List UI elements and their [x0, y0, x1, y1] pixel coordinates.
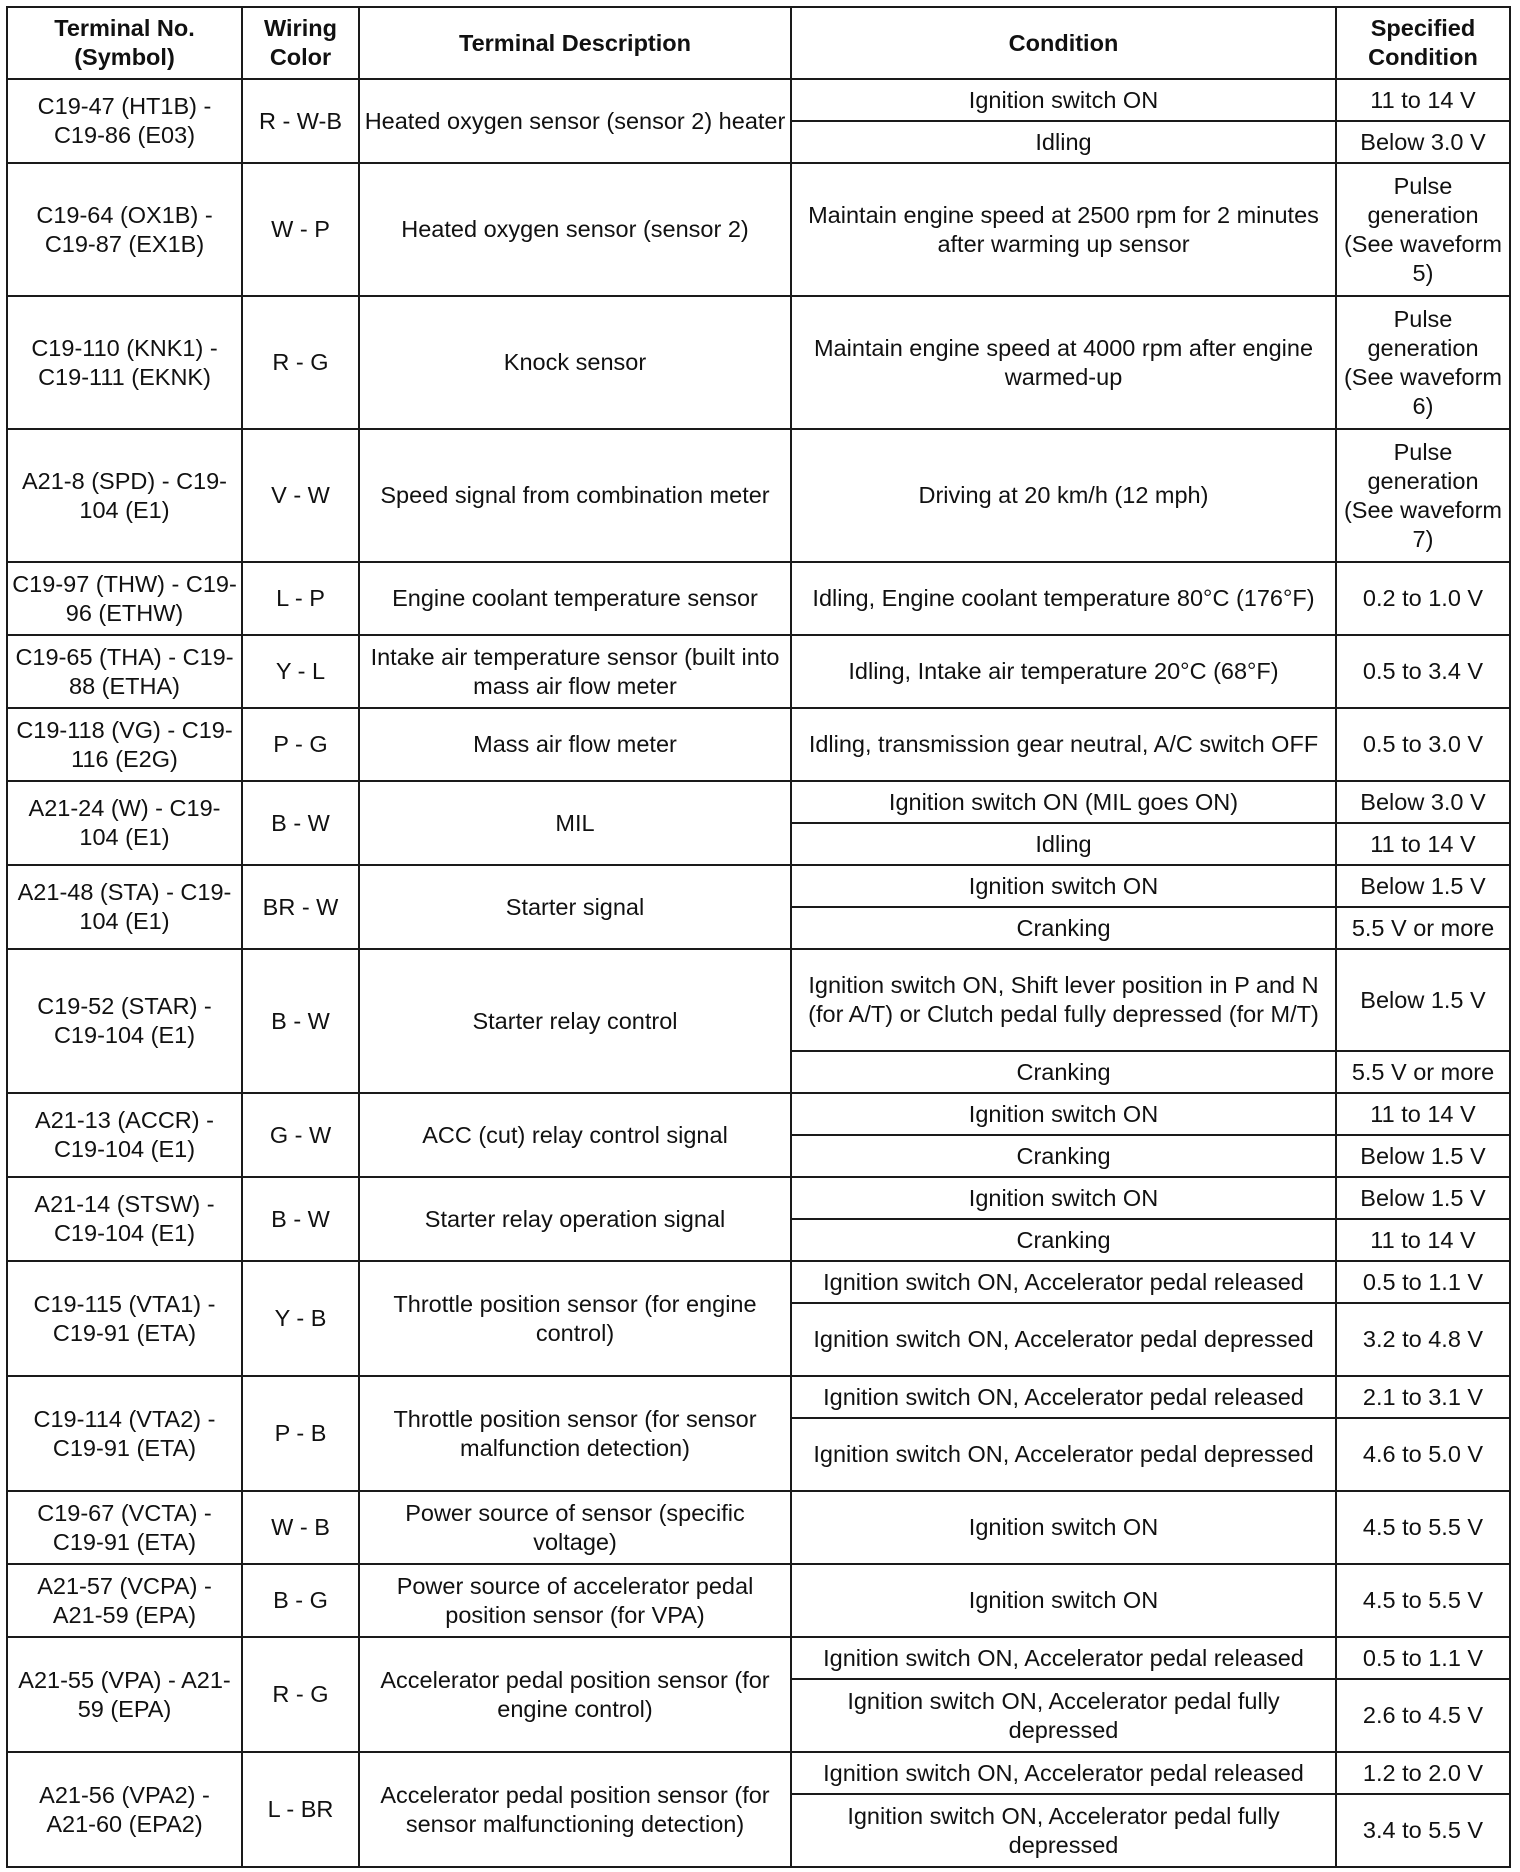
terminal-cell: A21-24 (W) - C19-104 (E1) — [7, 781, 242, 865]
terminal-cell: A21-48 (STA) - C19-104 (E1) — [7, 865, 242, 949]
table-row — [7, 79, 1510, 121]
terminal-cell: C19-114 (VTA2) - C19-91 (ETA) — [7, 1376, 242, 1491]
specified-condition-cell: 11 to 14 V — [1336, 1219, 1510, 1261]
specified-condition-cell: 1.2 to 2.0 V — [1336, 1752, 1510, 1794]
terminal-cell: A21-56 (VPA2) - A21-60 (EPA2) — [7, 1752, 242, 1867]
wiring-color-cell: L - P — [242, 562, 359, 635]
table-body — [7, 79, 1510, 1867]
wiring-color-cell: Y - B — [242, 1261, 359, 1376]
terminal-cell: C19-64 (OX1B) - C19-87 (EX1B) — [7, 163, 242, 296]
wiring-color-cell: R - G — [242, 296, 359, 429]
wiring-color-cell: W - B — [242, 1491, 359, 1564]
header-condition: Condition — [791, 7, 1336, 79]
table-row — [7, 163, 1510, 296]
terminal-cell: C19-97 (THW) - C19-96 (ETHW) — [7, 562, 242, 635]
specified-condition-cell: 5.5 V or more — [1336, 1051, 1510, 1093]
terminal-cell: C19-115 (VTA1) - C19-91 (ETA) — [7, 1261, 242, 1376]
specified-condition-cell: 0.5 to 1.1 V — [1336, 1637, 1510, 1679]
wiring-color-cell: R - W-B — [242, 79, 359, 163]
specified-condition-cell: 0.2 to 1.0 V — [1336, 562, 1510, 635]
condition-cell: Ignition switch ON, Accelerator pedal released — [791, 1261, 1336, 1303]
table-row — [7, 1564, 1510, 1637]
terminal-description-cell: Heated oxygen sensor (sensor 2) heater — [359, 79, 791, 163]
condition-cell: Idling, Engine coolant temperature 80°C (176°F) — [791, 562, 1336, 635]
wiring-color-cell: B - W — [242, 949, 359, 1093]
specified-condition-cell: Pulse generation (See waveform 5) — [1336, 163, 1510, 296]
wiring-color-cell: B - W — [242, 1177, 359, 1261]
wiring-color-cell: R - G — [242, 1637, 359, 1752]
terminal-description-cell: Engine coolant temperature sensor — [359, 562, 791, 635]
terminal-description-cell: Knock sensor — [359, 296, 791, 429]
terminal-description-cell: Accelerator pedal position sensor (for sensor malfunctioning detection) — [359, 1752, 791, 1867]
table-row — [7, 708, 1510, 781]
specified-condition-cell: Below 1.5 V — [1336, 949, 1510, 1051]
terminal-description-cell: Power source of accelerator pedal position sensor (for VPA) — [359, 1564, 791, 1637]
condition-cell: Ignition switch ON (MIL goes ON) — [791, 781, 1336, 823]
terminal-cell: C19-65 (THA) - C19-88 (ETHA) — [7, 635, 242, 708]
terminal-spec-table — [6, 6, 1511, 1868]
condition-cell: Idling, transmission gear neutral, A/C switch OFF — [791, 708, 1336, 781]
header-specified-condition: Specified Condition — [1336, 7, 1510, 79]
wiring-color-cell: W - P — [242, 163, 359, 296]
terminal-cell: C19-110 (KNK1) - C19-111 (EKNK) — [7, 296, 242, 429]
terminal-description-cell: Speed signal from combination meter — [359, 429, 791, 562]
terminal-description-cell: MIL — [359, 781, 791, 865]
terminal-cell: A21-57 (VCPA) - A21-59 (EPA) — [7, 1564, 242, 1637]
specified-condition-cell: 11 to 14 V — [1336, 1093, 1510, 1135]
specified-condition-cell: 11 to 14 V — [1336, 823, 1510, 865]
table-row — [7, 1752, 1510, 1794]
specified-condition-cell: 3.2 to 4.8 V — [1336, 1303, 1510, 1376]
condition-cell: Ignition switch ON — [791, 79, 1336, 121]
table-row — [7, 1376, 1510, 1418]
condition-cell: Ignition switch ON, Accelerator pedal released — [791, 1752, 1336, 1794]
specified-condition-cell: 4.5 to 5.5 V — [1336, 1564, 1510, 1637]
table-row — [7, 1261, 1510, 1303]
terminal-cell: C19-52 (STAR) - C19-104 (E1) — [7, 949, 242, 1093]
wiring-color-cell: BR - W — [242, 865, 359, 949]
table-row — [7, 296, 1510, 429]
wiring-color-cell: L - BR — [242, 1752, 359, 1867]
condition-cell: Ignition switch ON, Accelerator pedal fully depressed — [791, 1679, 1336, 1752]
wiring-color-cell: G - W — [242, 1093, 359, 1177]
terminal-description-cell: Accelerator pedal position sensor (for engine control) — [359, 1637, 791, 1752]
condition-cell: Driving at 20 km/h (12 mph) — [791, 429, 1336, 562]
condition-cell: Ignition switch ON — [791, 865, 1336, 907]
condition-cell: Ignition switch ON — [791, 1177, 1336, 1219]
specified-condition-cell: 2.1 to 3.1 V — [1336, 1376, 1510, 1418]
specified-condition-cell: Below 1.5 V — [1336, 1177, 1510, 1219]
specified-condition-cell: 11 to 14 V — [1336, 79, 1510, 121]
terminal-description-cell: Intake air temperature sensor (built into mass air flow meter — [359, 635, 791, 708]
specified-condition-cell: Below 3.0 V — [1336, 781, 1510, 823]
specified-condition-cell: Below 1.5 V — [1336, 1135, 1510, 1177]
table-row — [7, 1093, 1510, 1135]
terminal-description-cell: Starter signal — [359, 865, 791, 949]
condition-cell: Idling, Intake air temperature 20°C (68°F) — [791, 635, 1336, 708]
terminal-cell: A21-55 (VPA) - A21-59 (EPA) — [7, 1637, 242, 1752]
table-header — [7, 7, 1510, 79]
terminal-description-cell: Mass air flow meter — [359, 708, 791, 781]
specified-condition-cell: Pulse generation (See waveform 7) — [1336, 429, 1510, 562]
terminal-description-cell: Throttle position sensor (for sensor malfunction detection) — [359, 1376, 791, 1491]
condition-cell: Ignition switch ON, Shift lever position in P and N (for A/T) or Clutch pedal fully depressed (for M/T) — [791, 949, 1336, 1051]
terminal-cell: A21-13 (ACCR) - C19-104 (E1) — [7, 1093, 242, 1177]
table-row — [7, 1491, 1510, 1564]
specified-condition-cell: 0.5 to 1.1 V — [1336, 1261, 1510, 1303]
specified-condition-cell: Below 1.5 V — [1336, 865, 1510, 907]
terminal-description-cell: ACC (cut) relay control signal — [359, 1093, 791, 1177]
wiring-color-cell: B - W — [242, 781, 359, 865]
specified-condition-cell: 5.5 V or more — [1336, 907, 1510, 949]
wiring-color-cell: V - W — [242, 429, 359, 562]
header-terminal-description: Terminal Description — [359, 7, 791, 79]
condition-cell: Cranking — [791, 1135, 1336, 1177]
condition-cell: Ignition switch ON, Accelerator pedal released — [791, 1637, 1336, 1679]
condition-cell: Ignition switch ON, Accelerator pedal released — [791, 1376, 1336, 1418]
specified-condition-cell: 0.5 to 3.4 V — [1336, 635, 1510, 708]
terminal-cell: A21-14 (STSW) - C19-104 (E1) — [7, 1177, 242, 1261]
terminal-description-cell: Starter relay operation signal — [359, 1177, 791, 1261]
header-row — [7, 7, 1510, 79]
terminal-description-cell: Heated oxygen sensor (sensor 2) — [359, 163, 791, 296]
terminal-cell: C19-118 (VG) - C19-116 (E2G) — [7, 708, 242, 781]
specified-condition-cell: 0.5 to 3.0 V — [1336, 708, 1510, 781]
condition-cell: Ignition switch ON, Accelerator pedal depressed — [791, 1303, 1336, 1376]
condition-cell: Ignition switch ON — [791, 1564, 1336, 1637]
specified-condition-cell: 4.6 to 5.0 V — [1336, 1418, 1510, 1491]
terminal-description-cell: Starter relay control — [359, 949, 791, 1093]
table-row — [7, 865, 1510, 907]
terminal-description-cell: Power source of sensor (specific voltage) — [359, 1491, 791, 1564]
wiring-color-cell: Y - L — [242, 635, 359, 708]
condition-cell: Ignition switch ON — [791, 1491, 1336, 1564]
condition-cell: Cranking — [791, 1051, 1336, 1093]
terminal-cell: C19-47 (HT1B) - C19-86 (E03) — [7, 79, 242, 163]
condition-cell: Ignition switch ON, Accelerator pedal depressed — [791, 1418, 1336, 1491]
condition-cell: Maintain engine speed at 4000 rpm after engine warmed-up — [791, 296, 1336, 429]
table-row — [7, 429, 1510, 562]
specified-condition-cell: 4.5 to 5.5 V — [1336, 1491, 1510, 1564]
wiring-color-cell: B - G — [242, 1564, 359, 1637]
condition-cell: Cranking — [791, 1219, 1336, 1261]
header-wiring-color: Wiring Color — [242, 7, 359, 79]
table-row — [7, 949, 1510, 1051]
terminal-description-cell: Throttle position sensor (for engine control) — [359, 1261, 791, 1376]
terminal-cell: C19-67 (VCTA) - C19-91 (ETA) — [7, 1491, 242, 1564]
condition-cell: Maintain engine speed at 2500 rpm for 2 minutes after warming up sensor — [791, 163, 1336, 296]
header-terminal: Terminal No. (Symbol) — [7, 7, 242, 79]
condition-cell: Ignition switch ON — [791, 1093, 1336, 1135]
table-row — [7, 781, 1510, 823]
wiring-color-cell: P - G — [242, 708, 359, 781]
table-row — [7, 1637, 1510, 1679]
terminal-cell: A21-8 (SPD) - C19-104 (E1) — [7, 429, 242, 562]
table-row — [7, 562, 1510, 635]
table-row — [7, 635, 1510, 708]
specified-condition-cell: 2.6 to 4.5 V — [1336, 1679, 1510, 1752]
specified-condition-cell: Below 3.0 V — [1336, 121, 1510, 163]
specified-condition-cell: 3.4 to 5.5 V — [1336, 1794, 1510, 1867]
condition-cell: Cranking — [791, 907, 1336, 949]
condition-cell: Ignition switch ON, Accelerator pedal fully depressed — [791, 1794, 1336, 1867]
specified-condition-cell: Pulse generation (See waveform 6) — [1336, 296, 1510, 429]
condition-cell: Idling — [791, 823, 1336, 865]
table-row — [7, 1177, 1510, 1219]
condition-cell: Idling — [791, 121, 1336, 163]
wiring-color-cell: P - B — [242, 1376, 359, 1491]
